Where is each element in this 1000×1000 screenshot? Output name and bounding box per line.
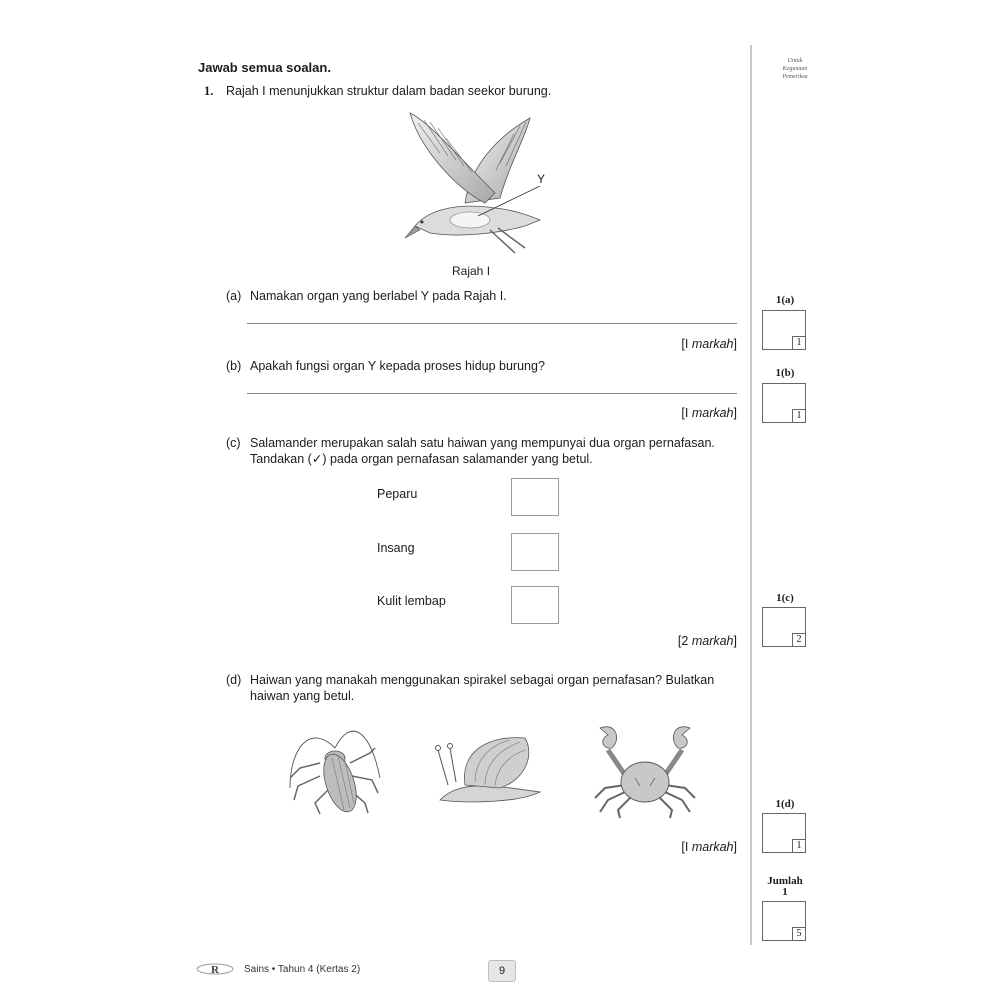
snail-tentacles: [438, 748, 456, 785]
total-max: 5: [792, 927, 805, 940]
checkbox-insang[interactable]: [511, 533, 559, 571]
score-label-1a: 1(a): [775, 294, 795, 306]
part-a-question: Namakan organ yang berlabel Y pada Rajah I.: [250, 289, 507, 303]
part-b-label: (b): [226, 359, 242, 373]
part-d-label: (d): [226, 673, 242, 687]
examiner-use-label: [755, 57, 835, 81]
total-label-line2: 1: [782, 886, 788, 898]
snail-image[interactable]: [430, 730, 550, 805]
part-c-question-line2: Tandakan (✓) pada organ pernafasan salamander yang betul.: [250, 452, 593, 466]
page-number: 9: [488, 960, 516, 982]
bird-front-wing: [410, 113, 495, 203]
total-label-line1: Jumlah: [767, 875, 803, 887]
score-box-1a: [762, 310, 806, 350]
score-box-1d: [762, 813, 806, 853]
examiner-label-line: Kegunaan: [782, 66, 808, 72]
instruction-heading: Jawab semua soalan.: [198, 60, 331, 75]
score-label-1c: 1(c): [776, 592, 794, 604]
crab-shell: [621, 762, 669, 802]
question-number: 1.: [204, 84, 214, 98]
publisher-logo: [195, 962, 235, 976]
part-b-marks: [I markah]: [681, 406, 737, 420]
bird-internal-organs: [450, 212, 490, 228]
checkbox-peparu[interactable]: [511, 478, 559, 516]
score-box-1b: [762, 383, 806, 423]
total-label: [762, 876, 808, 898]
score-max-1a: 1: [792, 336, 805, 349]
bird-beak: [405, 226, 420, 238]
snail-body: [440, 786, 540, 802]
part-d-question-line1: Haiwan yang manakah menggunakan spirakel sebagai organ pernafasan? Bulatkan: [250, 673, 715, 687]
part-b-question: Apakah fungsi organ Y kepada proses hidup burung?: [250, 359, 545, 373]
checkbox-kulit-lembap[interactable]: [511, 586, 559, 624]
part-c-marks: [2 markah]: [677, 634, 737, 648]
part-a-answer-line[interactable]: [247, 323, 737, 324]
crab-arm: [665, 750, 682, 775]
question-stem: Rajah I menunjukkan struktur dalam badan seekor burung.: [226, 84, 552, 98]
examiner-label-line: Untuk: [787, 58, 803, 64]
option-label-kulit-lembap: Kulit lembap: [377, 594, 446, 608]
total-score-box: [762, 901, 806, 941]
score-label-1d: 1(d): [775, 798, 795, 810]
crab-arm: [608, 750, 625, 775]
part-c-question-line1: Salamander merupakan salah satu haiwan yang mempunyai dua organ pernafasan.: [250, 436, 715, 450]
publisher-logo-icon: [195, 962, 235, 976]
option-label-peparu: Peparu: [377, 487, 418, 501]
footer-subject: Sains • Tahun 4 (Kertas 2): [244, 964, 361, 975]
examiner-margin-divider: [750, 45, 752, 945]
cockroach-image[interactable]: [280, 718, 390, 818]
figure-caption: Rajah I: [452, 264, 491, 278]
part-d-question-line2: haiwan yang betul.: [250, 689, 355, 703]
score-label-1b: 1(b): [775, 367, 795, 379]
svg-text:R: R: [211, 964, 219, 976]
part-b-answer-line[interactable]: [247, 393, 737, 394]
option-label-insang: Insang: [377, 541, 415, 555]
score-box-1c: [762, 607, 806, 647]
score-max-1d: 1: [792, 839, 805, 852]
crab-claw: [673, 727, 690, 749]
part-d-marks: [I markah]: [681, 840, 737, 854]
score-max-1b: 1: [792, 409, 805, 422]
bird-eye: [421, 221, 424, 224]
crab-image[interactable]: [590, 720, 700, 820]
part-c-label: (c): [226, 436, 241, 450]
part-a-label: (a): [226, 289, 242, 303]
score-max-1c: 2: [792, 633, 805, 646]
label-y: Y: [537, 172, 546, 186]
part-a-marks: [I markah]: [681, 337, 737, 351]
bird-diagram: [400, 108, 580, 258]
crab-claw: [600, 727, 617, 749]
examiner-label-line: Pemeriksa: [782, 74, 808, 80]
